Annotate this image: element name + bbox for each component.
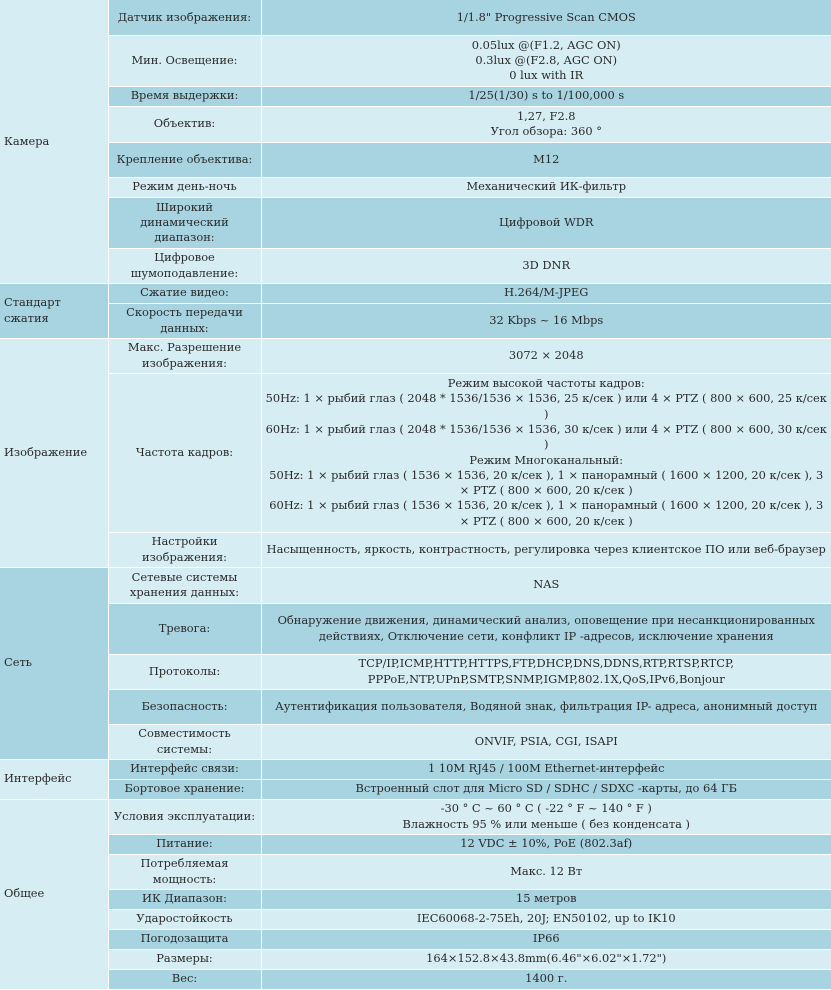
table-row [0, 567, 831, 603]
value-line: Режим высокой частоты кадров: [447, 376, 645, 391]
table-row [0, 724, 831, 759]
table-row [0, 969, 831, 989]
value-line: 15 метров [515, 891, 577, 906]
category-cell: Сеть [0, 567, 108, 759]
value-cell [261, 949, 831, 969]
table-row [0, 689, 831, 724]
value-line: 32 Kbps ~ 16 Mbps [489, 312, 604, 327]
table-row [0, 799, 831, 834]
table-row [0, 106, 831, 142]
value-line: 50Hz: 1 × рыбий глаз ( 2048 * 1536/1536 × 1536, 25 к/сек ) или 4 × PTZ ( 800 × 600, 25 к/сек ) [265, 391, 827, 421]
value-cell [261, 909, 831, 929]
table-row [0, 248, 831, 283]
param-cell: ИК Диапазон: [108, 889, 261, 909]
value-line: 0.3lux @(F2.8, AGC ON) [475, 52, 618, 67]
table-row [0, 929, 831, 949]
table-row [0, 338, 831, 373]
table-row [0, 177, 831, 197]
value-line: 0.05lux @(F1.2, AGC ON) [471, 37, 621, 52]
value-line: 60Hz: 1 × рыбий глаз ( 2048 * 1536/1536 × 1536, 30 к/сек ) или 4 × PTZ ( 800 × 600, 30 к/сек ) [265, 421, 827, 452]
value-line: Обнаружение движения, динамический анализ, оповещение при несанкционированных действиях, Отключение сети, конфликт IP -адресов, исключение хранения [277, 613, 815, 643]
table-row [0, 949, 831, 969]
value-cell [261, 0, 831, 35]
value-cell [261, 834, 831, 854]
value-line: 50Hz: 1 × рыбий глаз ( 1536 × 1536, 20 к/сек ), 1 × панорамный ( 1600 × 1200, 20 к/сек ), 3 × PTZ ( 800 × 600, 20 к/сек ) [269, 467, 824, 498]
value-line: 1/25(1/30) s to 1/100,000 s [468, 88, 625, 103]
value-cell [261, 373, 831, 532]
value-cell [261, 689, 831, 724]
value-cell [261, 248, 831, 283]
param-cell: Бортовое хранение: [108, 779, 261, 799]
param-cell: Скорость передачи данных: [108, 303, 261, 338]
value-line: Аутентификация пользователя, Водяной знак, фильтрация IP- адреса, анонимный доступ [275, 698, 818, 713]
value-cell [261, 283, 831, 303]
value-cell [261, 889, 831, 909]
value-line: 1400 г. [525, 971, 568, 986]
value-line: 3D DNR [522, 257, 571, 272]
param-cell: Питание: [108, 834, 261, 854]
value-cell [261, 177, 831, 197]
value-line: M12 [533, 151, 560, 166]
value-cell [261, 603, 831, 654]
value-line: Цифровой WDR [499, 214, 594, 229]
value-cell [261, 854, 831, 889]
param-cell: Ударостойкость [108, 909, 261, 929]
value-line: 0 lux with IR [509, 68, 584, 83]
param-cell: Погодозащита [108, 929, 261, 949]
table-row [0, 654, 831, 689]
value-line: Влажность 95 % или меньше ( без конденсата ) [402, 816, 690, 831]
table-row [0, 303, 831, 338]
param-cell: Объектив: [108, 106, 261, 142]
value-line: IEC60068-2-75Eh, 20J; EN50102, up to IK10 [416, 911, 676, 926]
value-cell [261, 724, 831, 759]
param-cell: Датчик изображения: [108, 0, 261, 35]
table-row [0, 759, 831, 779]
table-row [0, 142, 831, 177]
value-line: Режим Многоканальный: [469, 452, 624, 467]
table-row [0, 86, 831, 106]
param-cell: Тревога: [108, 603, 261, 654]
value-line: 3072 × 2048 [508, 347, 584, 362]
value-cell [261, 969, 831, 989]
value-line: NAS [533, 577, 560, 592]
value-line: Насыщенность, яркость, контрастность, регулировка через клиентское ПО или веб-браузер [266, 541, 826, 556]
value-cell [261, 86, 831, 106]
value-line: TCP/IP,ICMP,HTTP,HTTPS,FTP,DHCP,DNS,DDNS,RTP,RTSP,RTCP, PPPoE,NTP,UPnP,SMTP,SNMP,IGMP,802.1X,QoS,IPv6,Bonjour [358, 656, 734, 686]
param-cell: Мин. Освещение: [108, 35, 261, 86]
value-line: Механический ИК-фильтр [466, 179, 626, 194]
value-line: H.264/M-JPEG [504, 285, 589, 300]
value-cell [261, 338, 831, 373]
value-cell [261, 567, 831, 603]
category-cell: Изображение [0, 338, 108, 567]
value-cell [261, 654, 831, 689]
value-line: IP66 [532, 931, 560, 946]
value-cell [261, 799, 831, 834]
param-cell: Настройки изображения: [108, 532, 261, 567]
value-cell [261, 303, 831, 338]
param-cell: Макс. Разрешение изображения: [108, 338, 261, 373]
value-line: -30 ° C ~ 60 ° C ( -22 ° F ~ 140 ° F ) [440, 801, 652, 816]
param-cell: Потребляемая мощность: [108, 854, 261, 889]
param-cell: Частота кадров: [108, 373, 261, 532]
table-row [0, 909, 831, 929]
value-line: 12 VDC ± 10%, PoE (802.3af) [460, 836, 633, 851]
param-cell: Сжатие видео: [108, 283, 261, 303]
param-cell: Сетевые системы хранения данных: [108, 567, 261, 603]
param-cell: Безопасность: [108, 689, 261, 724]
value-line: 60Hz: 1 × рыбий глаз ( 1536 × 1536, 20 к/сек ), 1 × панорамный ( 1600 × 1200, 20 к/сек ), 3 × PTZ ( 800 × 600, 20 к/сек ) [269, 498, 824, 528]
param-cell: Режим день-ночь [108, 177, 261, 197]
param-cell: Условия эксплуатации: [108, 799, 261, 834]
value-line: 164×152.8×43.8mm(6.46"×6.02"×1.72") [426, 951, 667, 966]
param-cell: Протоколы: [108, 654, 261, 689]
category-cell: Общее [0, 799, 108, 989]
param-cell: Время выдержки: [108, 86, 261, 106]
value-line: Угол обзора: 360 ° [490, 124, 602, 138]
table-row [0, 779, 831, 799]
value-line: ONVIF, PSIA, CGI, ISAPI [474, 733, 618, 748]
table-row [0, 603, 831, 654]
category-cell: Стандарт сжатия [0, 283, 108, 338]
table-row [0, 35, 831, 86]
value-cell [261, 929, 831, 949]
param-cell: Широкий динамический диапазон: [108, 197, 261, 248]
table-row [0, 283, 831, 303]
table-row [0, 0, 831, 35]
param-cell: Цифровое шумоподавление: [108, 248, 261, 283]
value-line: 1 10M RJ45 / 100M Ethernet-интерфейс [428, 761, 665, 776]
table-row [0, 834, 831, 854]
param-cell: Крепление объектива: [108, 142, 261, 177]
value-line: 1,27, F2.8 [516, 108, 576, 123]
table-row [0, 889, 831, 909]
value-cell [261, 779, 831, 799]
value-cell [261, 759, 831, 779]
param-cell: Совместимость системы: [108, 724, 261, 759]
param-cell: Интерфейс связи: [108, 759, 261, 779]
table-row [0, 532, 831, 567]
table-row [0, 197, 831, 248]
value-line: Встроенный слот для Micro SD / SDHC / SDXC -карты, до 64 ГБ [355, 781, 737, 796]
value-cell [261, 197, 831, 248]
param-cell: Вес: [108, 969, 261, 989]
category-cell: Камера [0, 0, 108, 283]
category-cell: Интерфейс [0, 759, 108, 799]
param-cell: Размеры: [108, 949, 261, 969]
value-cell [261, 106, 831, 142]
value-line: Макс. 12 Вт [510, 863, 583, 878]
table-row [0, 854, 831, 889]
table-row [0, 373, 831, 532]
value-cell [261, 532, 831, 567]
value-cell [261, 142, 831, 177]
value-cell [261, 35, 831, 86]
value-line: 1/1.8" Progressive Scan CMOS [456, 9, 636, 24]
